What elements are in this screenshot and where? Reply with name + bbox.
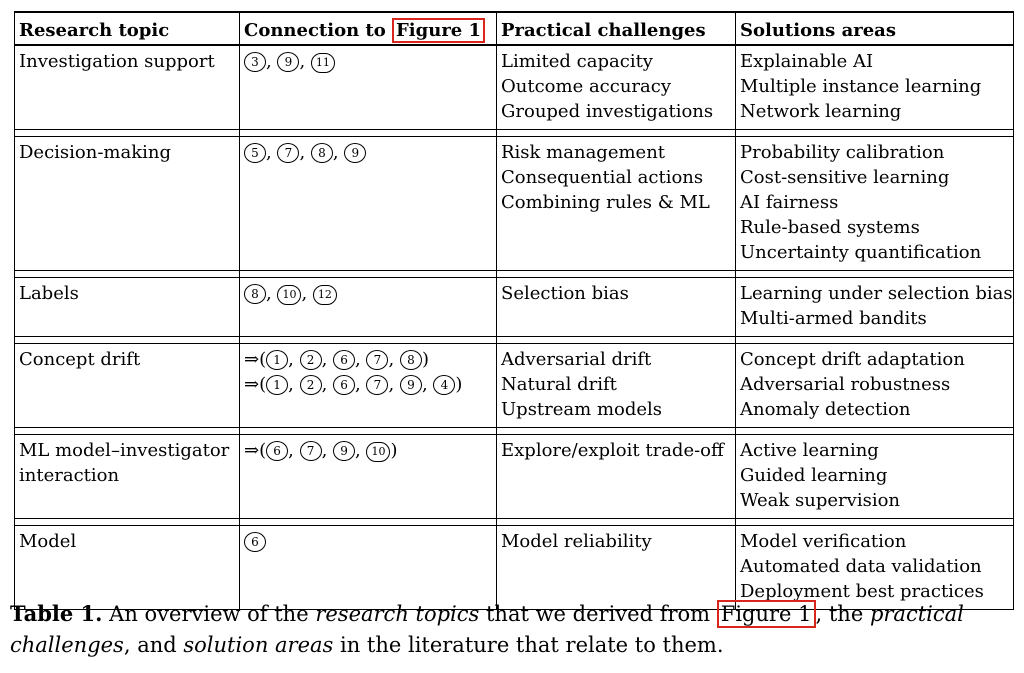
row-separator: [15, 130, 1014, 137]
connection-line: ⇒( 6 , 7 , 9 , 10 ): [244, 440, 398, 461]
challenge-text: Natural drift: [501, 374, 617, 395]
separator-cell: [15, 519, 240, 526]
challenge-text: Upstream models: [501, 399, 663, 420]
separator-cell: [736, 337, 1014, 344]
research-topic-cell: [15, 45, 240, 130]
table-row: [15, 435, 1014, 519]
solution-text: Model verification: [740, 531, 907, 552]
figure-node-ref: 8: [244, 284, 266, 304]
separator-cell: [736, 519, 1014, 526]
figure-node-ref: 1: [266, 375, 288, 395]
header-research-topic: Research topic: [15, 12, 240, 45]
solution-areas-cell: [736, 344, 1014, 428]
solution-areas-cell: [736, 45, 1014, 130]
separator-cell: [240, 519, 497, 526]
separator-cell: [497, 337, 736, 344]
figure-node-ref: 6: [333, 375, 355, 395]
table-caption: [10, 598, 1020, 661]
challenge-text: Explore/exploit trade-off: [501, 440, 724, 461]
solution-text: Weak supervision: [740, 490, 901, 511]
figure-node-ref: 10: [277, 285, 301, 305]
separator-cell: [736, 428, 1014, 435]
header-practical-challenges: Practical challenges: [497, 12, 736, 45]
challenge-text: Model reliability: [501, 531, 652, 552]
figure-node-ref: 5: [244, 143, 266, 163]
row-separator: [15, 519, 1014, 526]
solution-text: Active learning: [740, 440, 879, 461]
challenge-text: Adversarial drift: [501, 349, 652, 370]
research-topic-text: Model: [19, 531, 77, 552]
separator-cell: [736, 271, 1014, 278]
figure-node-ref: 8: [311, 143, 333, 163]
practical-challenges-cell: [497, 45, 736, 130]
research-topic-cell: [15, 344, 240, 428]
figure-node-ref: 8: [400, 350, 422, 370]
challenge-text: Risk management: [501, 142, 666, 163]
separator-cell: [15, 337, 240, 344]
solution-text: Concept drift adaptation: [740, 349, 965, 370]
connection-cell: [240, 45, 497, 130]
figure-node-ref: 9: [344, 143, 366, 163]
caption-emph-practical-challenges: practical challenges: [10, 602, 964, 657]
figure-1-link[interactable]: Figure 1: [392, 18, 485, 43]
connection-cell: [240, 526, 497, 610]
caption-text: that we derived from: [479, 602, 717, 626]
figure-node-ref: 11: [311, 53, 335, 73]
open-paren: (: [259, 374, 267, 395]
figure-node-ref: 12: [313, 285, 337, 305]
implies-arrow: ⇒: [244, 349, 260, 370]
separator-cell: [497, 428, 736, 435]
implies-arrow: ⇒: [244, 374, 260, 395]
challenge-text: Grouped investigations: [501, 101, 714, 122]
figure-node-ref: 2: [300, 375, 322, 395]
close-paren: ): [455, 374, 463, 395]
figure-node-ref: 9: [400, 375, 422, 395]
solution-text: Probability calibration: [740, 142, 945, 163]
solution-text: Anomaly detection: [740, 399, 911, 420]
caption-emph-solution-areas: solution areas: [183, 633, 334, 657]
figure-node-ref: 6: [333, 350, 355, 370]
figure-node-ref: 7: [366, 375, 388, 395]
header-solutions-areas: Solutions areas: [736, 12, 1014, 45]
connection-cell: [240, 435, 497, 519]
research-topic-cell: [15, 435, 240, 519]
separator-cell: [240, 337, 497, 344]
challenge-text: Limited capacity: [501, 51, 653, 72]
solution-text: Explainable AI: [740, 51, 874, 72]
caption-text: An overview of the: [102, 602, 316, 626]
caption-emph-research-topics: research topics: [315, 602, 480, 626]
solution-text: Multiple instance learning: [740, 76, 982, 97]
connection-line: 3 , 9 , 11: [244, 49, 492, 74]
practical-challenges-cell: [497, 526, 736, 610]
solution-text: Guided learning: [740, 465, 888, 486]
separator-cell: [15, 271, 240, 278]
separator-cell: [497, 130, 736, 137]
separator-cell: [15, 428, 240, 435]
solution-text: Adversarial robustness: [740, 374, 951, 395]
connection-cell: [240, 344, 497, 428]
table-row: [15, 344, 1014, 428]
caption-label: Table 1.: [10, 601, 103, 626]
figure-node-ref: 4: [433, 375, 455, 395]
challenge-text: Consequential actions: [501, 167, 704, 188]
connection-cell: [240, 278, 497, 337]
practical-challenges-cell: [497, 344, 736, 428]
solution-text: Automated data validation: [740, 556, 982, 577]
solution-text: Learning under selection bias: [740, 283, 1013, 304]
solution-text: AI fairness: [740, 192, 839, 213]
research-topic-text: Labels: [19, 283, 79, 304]
connection-cell: [240, 137, 497, 271]
research-topic-text: interaction: [19, 465, 120, 486]
row-separator: [15, 271, 1014, 278]
implies-arrow: ⇒: [244, 440, 260, 461]
overview-table: [14, 11, 1013, 610]
table-body: [15, 45, 1014, 610]
separator-cell: [240, 130, 497, 137]
solution-text: Deployment best practices: [740, 581, 984, 602]
practical-challenges-cell: [497, 137, 736, 271]
header-connection-prefix: Connection to: [244, 20, 393, 41]
separator-cell: [497, 519, 736, 526]
connection-line: ⇒( 1 , 2 , 6 , 7 , 8 ): [244, 349, 429, 370]
figure-node-ref: 7: [277, 143, 299, 163]
research-topic-text: Decision-making: [19, 142, 172, 163]
separator-cell: [240, 428, 497, 435]
row-separator: [15, 337, 1014, 344]
connection-line: ⇒( 1 , 2 , 6 , 7 , 9 , 4 ): [244, 374, 463, 395]
research-topic-text: Investigation support: [19, 51, 215, 72]
solution-areas-cell: [736, 278, 1014, 337]
caption-text: , the: [815, 602, 870, 626]
figure-node-ref: 6: [266, 441, 288, 461]
challenge-text: Outcome accuracy: [501, 76, 672, 97]
solution-areas-cell: [736, 137, 1014, 271]
solution-text: Uncertainty quantification: [740, 242, 982, 263]
research-topic-cell: [15, 526, 240, 610]
research-topic-text: ML model–investigator: [19, 440, 230, 461]
caption-figure-1-link[interactable]: Figure 1: [717, 600, 816, 628]
practical-challenges-cell: [497, 278, 736, 337]
solution-areas-cell: [736, 526, 1014, 610]
table-row: [15, 526, 1014, 610]
caption-text: , and: [123, 633, 184, 657]
figure-node-ref: 1: [266, 350, 288, 370]
separator-cell: [497, 271, 736, 278]
caption-text: in the literature that relate to them.: [333, 633, 724, 657]
close-paren: ): [390, 440, 398, 461]
table-header-row: [15, 12, 1014, 45]
open-paren: (: [259, 349, 267, 370]
solution-text: Network learning: [740, 101, 902, 122]
figure-node-ref: 7: [300, 441, 322, 461]
solution-text: Cost-sensitive learning: [740, 167, 950, 188]
table-row: [15, 45, 1014, 130]
figure-node-ref: 3: [244, 52, 266, 72]
research-topic-cell: [15, 137, 240, 271]
connection-line: 5 , 7 , 8 , 9: [244, 140, 492, 165]
solution-areas-cell: [736, 435, 1014, 519]
separator-cell: [15, 130, 240, 137]
figure-node-ref: 2: [300, 350, 322, 370]
challenge-text: Selection bias: [501, 283, 629, 304]
header-connection: [240, 12, 497, 45]
table-row: [15, 137, 1014, 271]
figure-node-ref: 6: [244, 532, 266, 552]
figure-node-ref: 7: [366, 350, 388, 370]
connection-line: 8 , 10 , 12: [244, 281, 492, 306]
separator-cell: [736, 130, 1014, 137]
figure-node-ref: 9: [277, 52, 299, 72]
close-paren: ): [421, 349, 429, 370]
challenge-text: Combining rules & ML: [501, 192, 710, 213]
research-topic-cell: [15, 278, 240, 337]
table-row: [15, 278, 1014, 337]
open-paren: (: [259, 440, 267, 461]
solution-text: Multi-armed bandits: [740, 308, 927, 329]
practical-challenges-cell: [497, 435, 736, 519]
solution-text: Rule-based systems: [740, 217, 920, 238]
separator-cell: [240, 271, 497, 278]
research-topic-text: Concept drift: [19, 349, 141, 370]
row-separator: [15, 428, 1014, 435]
figure-node-ref: 10: [366, 442, 390, 462]
figure-node-ref: 9: [333, 441, 355, 461]
connection-line: [244, 529, 492, 554]
